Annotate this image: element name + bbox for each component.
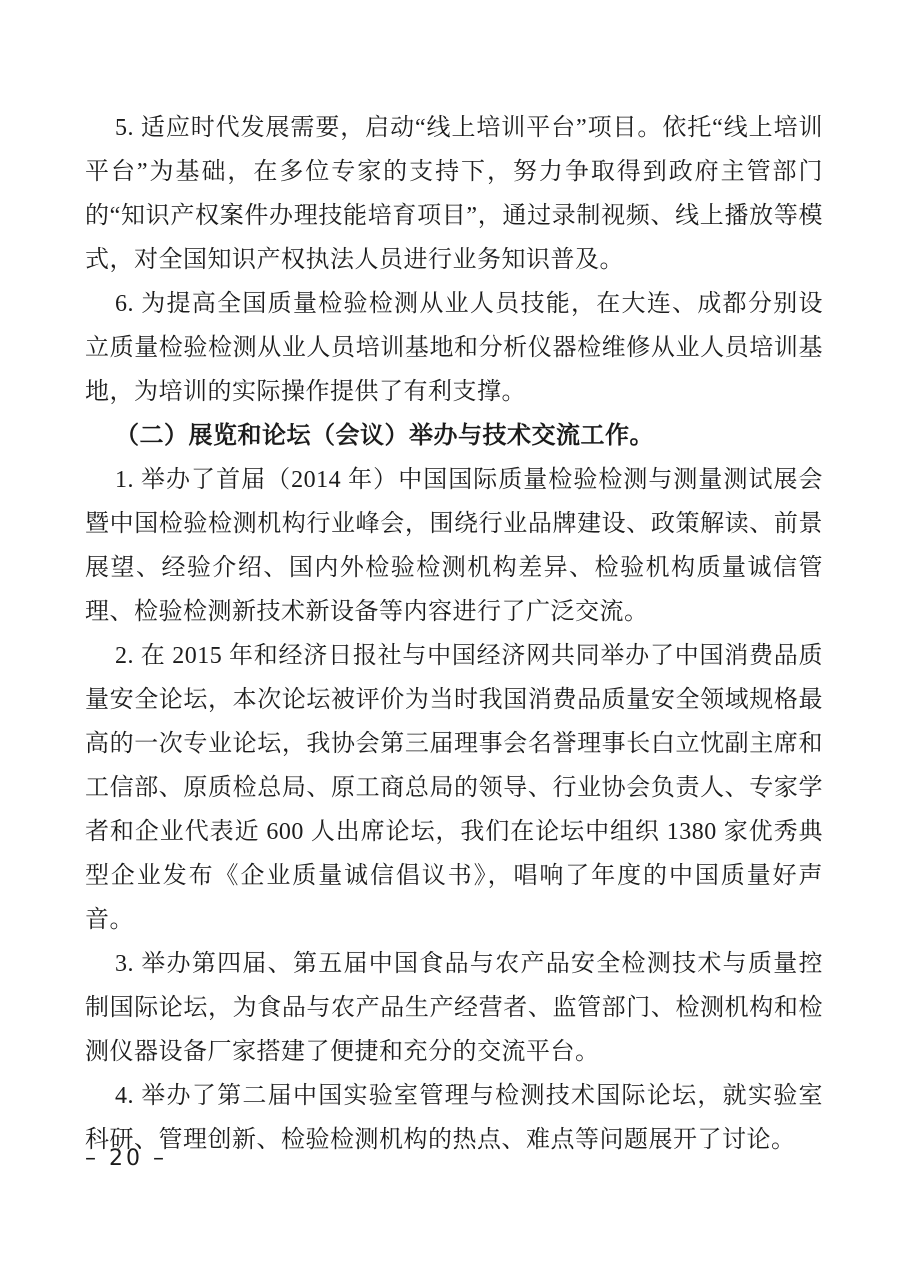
section-heading: （二）展览和论坛（会议）举办与技术交流工作。 <box>115 423 654 449</box>
paragraph-item-6: 6. 为提高全国质量检验检测从业人员技能，在大连、成都分别设立质量检验检测从业人员培训基地和分析仪器检维修从业人员培训基地，为培训的实际操作提供了有利支撑。 <box>85 291 823 405</box>
page-number: – 20 – <box>85 1146 167 1171</box>
paragraph-item-4: 4. 举办了第二届中国实验室管理与检测技术国际论坛，就实验室科研、管理创新、检验检测机构的热点、难点等问题展开了讨论。 <box>85 1083 823 1153</box>
paragraph-item-1: 1. 举办了首届（2014 年）中国国际质量检验检测与测量测试展会暨中国检验检测机构行业峰会，围绕行业品牌建设、政策解读、前景展望、经验介绍、国内外检验检测机构差异、检验机构质量诚信管理、检验检测新技术新设备等内容进行了广泛交流。 <box>85 467 823 625</box>
paragraph-item-3: 3. 举办第四届、第五届中国食品与农产品安全检测技术与质量控制国际论坛，为食品与农产品生产经营者、监管部门、检测机构和检测仪器设备厂家搭建了便捷和充分的交流平台。 <box>85 951 823 1065</box>
paragraph-item-2: 2. 在 2015 年和经济日报社与中国经济网共同举办了中国消费品质量安全论坛，本次论坛被评价为当时我国消费品质量安全领域规格最高的一次专业论坛，我协会第三届理事会名誉理事长白立忱副主席和工信部、原质检总局、原工商总局的领导、行业协会负责人、专家学者和企业代表近 600 人出席论坛，我们在论坛中组织 1380 家优秀典型企业发布《企业质量诚信倡议书》，唱响了年度的中国质量好声音。 <box>85 643 823 933</box>
document-body <box>85 106 823 1162</box>
paragraph-item-5: 5. 适应时代发展需要，启动“线上培训平台”项目。依托“线上培训平台”为基础，在多位专家的支持下，努力争取得到政府主管部门的“知识产权案件办理技能培育项目”，通过录制视频、线上播放等模式，对全国知识产权执法人员进行业务知识普及。 <box>85 115 823 273</box>
